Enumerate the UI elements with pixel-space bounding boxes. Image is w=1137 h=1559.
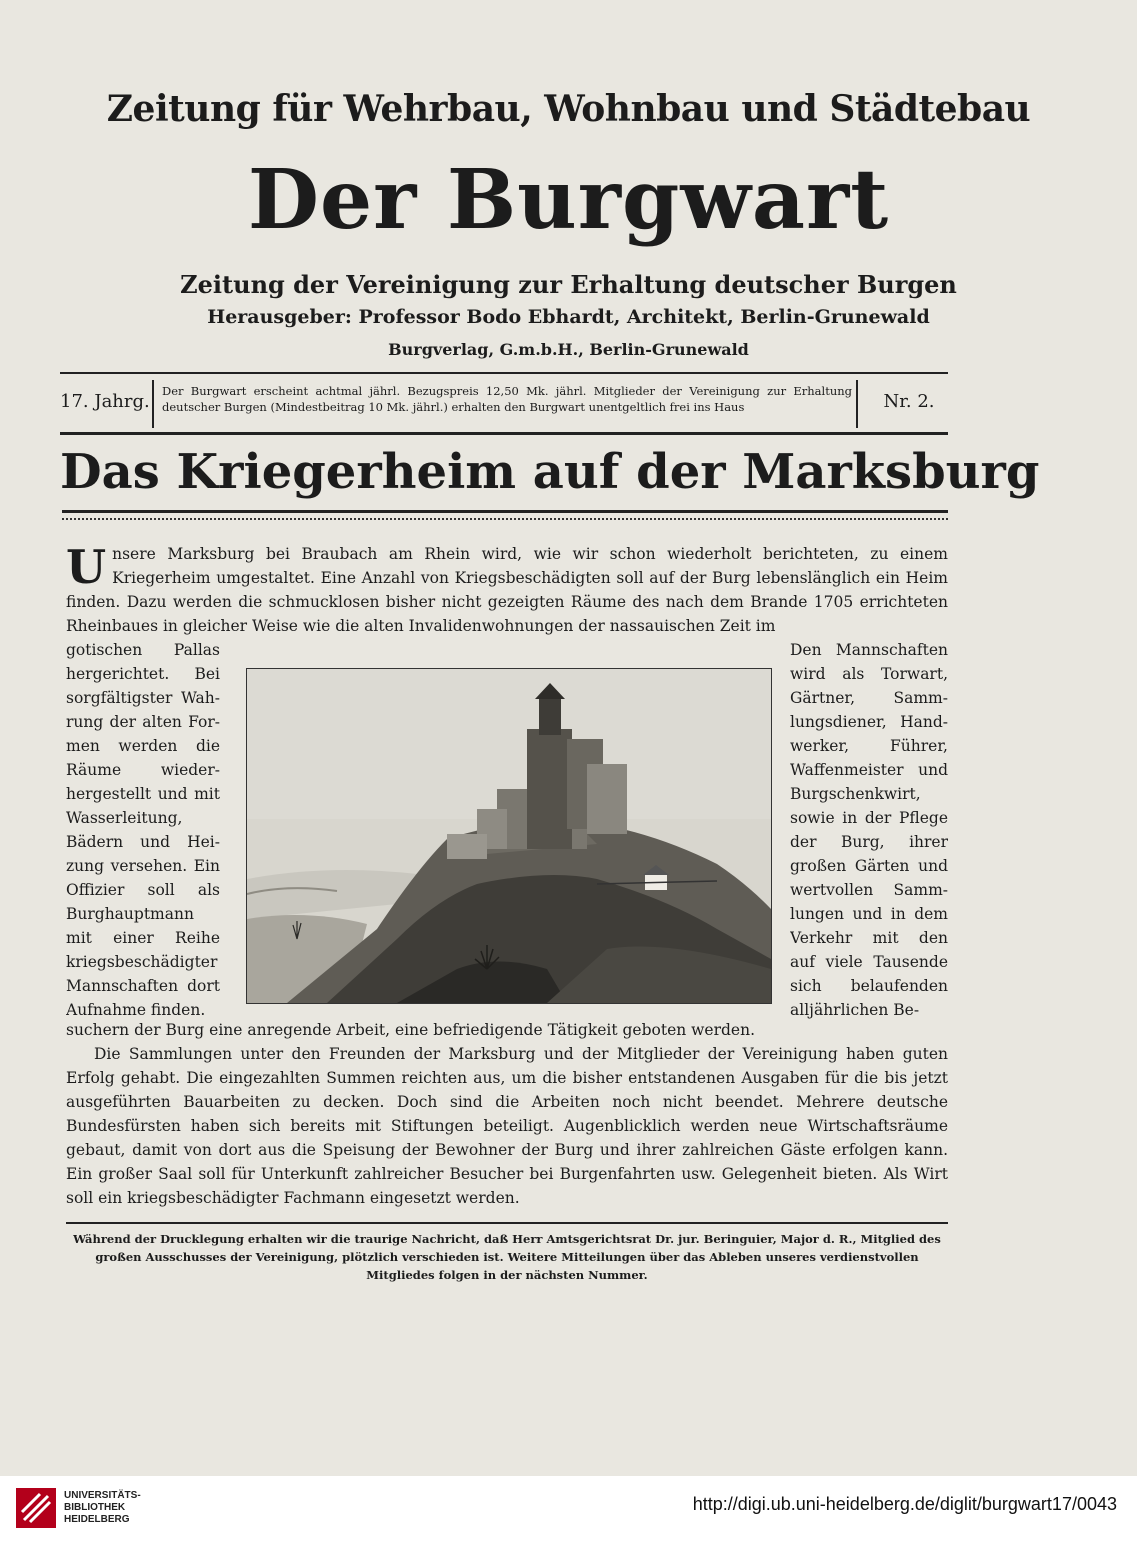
issue-info-bar: [60, 372, 948, 435]
left-column-line: men werden die: [66, 737, 220, 755]
right-column-line: lungen und in dem: [790, 905, 948, 923]
right-column-line: Den Mannschaften: [790, 641, 948, 659]
right-column-line: werker, Führer,: [790, 737, 948, 755]
article-title: Das Kriegerheim auf der Marksburg: [60, 444, 1040, 500]
obituary-note: Während der Drucklegung erhalten wir die traurige Nachricht, daß Herr Amtsgerichtsrat Dr. jur. Beringuier, Major d. R., Mitglied des großen Ausschusses der Vereinigung, plötzlich verschieden ist. Weitere Mitteilungen über das Ableben unseres verdienstvollen Mitgliedes folgen in der nächsten Nummer.: [73, 1232, 941, 1282]
left-column-line: Bädern und Hei-: [66, 833, 220, 851]
note-rule: [66, 1222, 948, 1224]
heidelberg-library-logo: [16, 1488, 56, 1528]
volume-year: 17. Jahrg.: [60, 391, 150, 412]
article-continuation: suchern der Burg eine anregende Arbeit, eine befriedigende Tätigkeit geboten werden.: [66, 1021, 756, 1039]
divider: [152, 380, 154, 428]
digitization-footer: [0, 1476, 1137, 1559]
article-paragraph-1: [66, 542, 948, 638]
marksburg-illustration: [246, 668, 772, 1004]
left-column-line: zung versehen. Ein: [66, 857, 220, 875]
castle-drawing: [247, 669, 771, 1003]
right-column-line: alljährlichen Be-: [790, 1001, 920, 1019]
right-column-line: auf viele Tausende: [790, 953, 948, 971]
right-column-line: wertvollen Samm-: [790, 881, 948, 899]
left-column-line: rung der alten For-: [66, 713, 220, 731]
right-column-line: der Burg, ihrer: [790, 833, 948, 851]
right-column-line: wird als Torwart,: [790, 665, 948, 683]
article-paragraph-2: Die Sammlungen unter den Freunden der Marksburg und der Mitglieder der Vereinigung haben guten Erfolg gehabt. Die eingezahlten Summen reichten aus, um die bisher entstandenen Ausgaben für die bis jetzt ausgeführten Bauarbeiten zu decken. Doch sind die Arbeiten noch nicht beendet. Mehrere deutsche Bundesfürsten haben sich bereits mit Stiftungen beteiligt. Augenblicklich werden neue Wirtschaftsräume gebaut, damit von dort aus die Speisung der Bewohner der Burg und ihrer zahlreichen Gäste erfolgen kann. Ein großer Saal soll für Unterkunft zahlreicher Besucher bei Burgenfahrten usw. Gelegenheit bieten. Als Wirt soll ein kriegsbeschädigter Fachmann eingesetzt werden.: [66, 1045, 948, 1207]
subscription-info: Der Burgwart erscheint achtmal jährl. Bezugspreis 12,50 Mk. jährl. Mitglieder der Vereinigung zur Erhaltung deutscher Burgen (Mindestbeitrag 10 Mk. jährl.) erhalten den Burgwart unentgeltlich frei ins Haus: [162, 384, 852, 414]
left-column-line: Wasserleitung,: [66, 809, 183, 827]
right-column-line: Verkehr mit den: [790, 929, 948, 947]
left-column-line: Offizier soll als: [66, 881, 220, 899]
issue-number: Nr. 2.: [883, 391, 935, 412]
right-column: [790, 638, 948, 1022]
masthead-association: Zeitung der Vereinigung zur Erhaltung deutscher Burgen: [180, 270, 957, 299]
left-column-line: hergerichtet. Bei: [66, 665, 220, 683]
left-column: [66, 638, 220, 1022]
title-dotted-rule: [62, 518, 948, 520]
left-column-line: mit einer Reihe: [66, 929, 220, 947]
left-column-line: Aufnahme finden.: [66, 1001, 206, 1019]
title-rule: [62, 510, 948, 513]
right-column-line: lungsdiener, Hand-: [790, 713, 948, 731]
masthead-press: Burgverlag, G.m.b.H., Berlin-Grunewald: [388, 340, 749, 359]
masthead-publisher: Herausgeber: Professor Bodo Ebhardt, Architekt, Berlin-Grunewald: [207, 306, 930, 328]
paragraph-text: nsere Marksburg bei Braubach am Rhein wird, wie wir schon wiederholt berichteten, zu einem Kriegerheim umgestaltet. Eine Anzahl von Kriegsbeschädigten soll auf der Burg lebenslänglich ein Heim finden. Dazu werden die schmucklosen bisher nicht gezeigten Räume des nach dem Brande 1705 errichteten Rheinbaues in gleicher Weise wie die alten Invalidenwohnungen der nassauischen Zeit im: [66, 545, 948, 635]
divider: [856, 380, 858, 428]
right-column-line: Waffenmeister und: [790, 761, 948, 779]
left-column-line: Burghauptmann: [66, 905, 194, 923]
left-column-line: kriegsbeschädigter: [66, 953, 218, 971]
drop-cap: U: [66, 540, 107, 594]
right-column-line: sich belaufenden: [790, 977, 948, 995]
masthead-title: Der Burgwart: [247, 152, 890, 248]
right-column-line: Gärtner, Samm-: [790, 689, 948, 707]
left-column-line: Räume wieder-: [66, 761, 220, 779]
right-column-line: Burgschenkwirt,: [790, 785, 921, 803]
left-column-line: Mannschaften dort: [66, 977, 220, 995]
source-url[interactable]: http://digi.ub.uni-heidelberg.de/diglit/burgwart17/0043: [692, 1494, 1117, 1514]
masthead-subtitle: Zeitung für Wehrbau, Wohnbau und Städtebau: [106, 88, 1031, 130]
left-column-line: hergestellt und mit: [66, 785, 220, 803]
left-column-line: sorgfältigster Wah-: [66, 689, 220, 707]
right-column-line: großen Gärten und: [790, 857, 948, 875]
left-column-line: gotischen Pallas: [66, 641, 220, 659]
right-column-line: sowie in der Pflege: [790, 809, 948, 827]
library-name: UNIVERSITÄTS- BIBLIOTHEK HEIDELBERG: [64, 1490, 141, 1525]
